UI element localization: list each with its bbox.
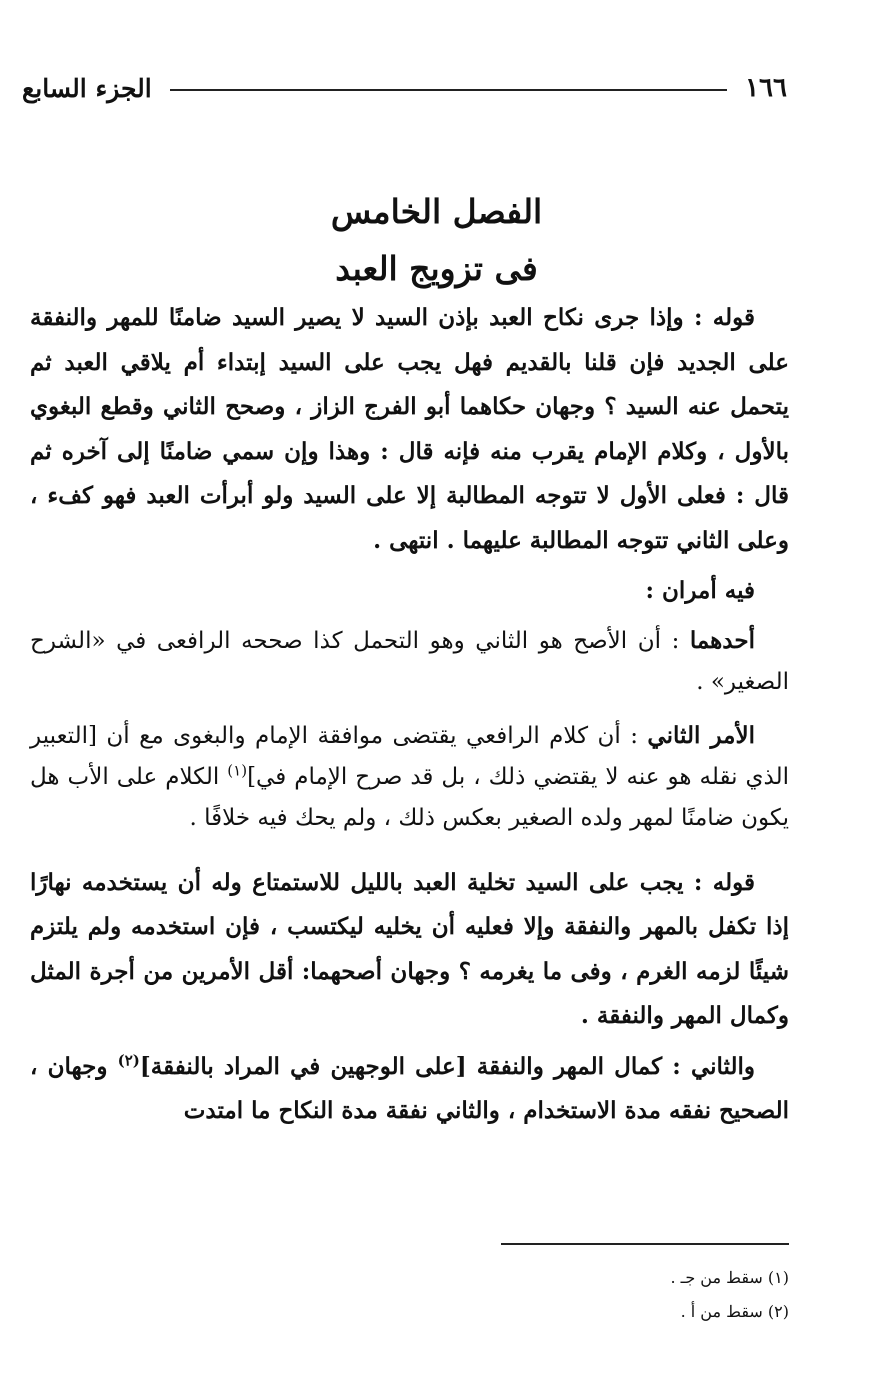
- paragraph-6-text-a: والثاني : كمال المهر والنفقة [على الوجهين في المراد بالنفقة]: [139, 1052, 755, 1080]
- footnotes: [300, 1261, 789, 1329]
- paragraph-4-lead: الأمر الثاني: [647, 721, 755, 749]
- paragraph-1: قوله : وإذا جرى نكاح العبد بإذن السيد لا يصير السيد ضامنًا للمهر والنفقة على الجديد فإن قلنا بالقديم فهل يجب على السيد إبتداء أم يلاقي العبد ثم يتحمل عنه السيد ؟ وجهان حكاهما أبو الفرج الزاز ، وصحح الثاني وقطع البغوي بالأول ، وكلام الإمام يقرب منه فإنه قال : وهذا وإن سمي ضامنًا إلى آخره ثم قال : فعلى الأول لا تتوجه المطالبة إلا على السيد ولو أبرأت العبد فهو كفء ، وعلى الثاني تتوجه المطالبة عليهما . انتهى .: [30, 304, 789, 554]
- footnote-1: (١) سقط من جـ .: [670, 1268, 789, 1287]
- paragraph-6-text-b: وجهان ، الصحيح نفقه مدة الاستخدام ، والثاني نفقة مدة النكاح ما امتدت: [30, 1052, 789, 1124]
- paragraph-2: فيه أمران :: [645, 577, 755, 604]
- footnote-ref-2[interactable]: (٢): [117, 1050, 140, 1069]
- header-rule: [170, 89, 727, 91]
- paragraph-3: [30, 620, 789, 703]
- running-title: الجزء السابع: [22, 73, 152, 103]
- body-text: [30, 296, 789, 1134]
- paragraph-4-text-b: الكلام على الأب هل يكون ضامنًا لمهر ولده الصغير بعكس ذلك ، ولم يحك فيه خلافًا .: [30, 763, 789, 831]
- page-number: ١٦٦: [745, 73, 787, 103]
- paragraph-6: [30, 1045, 789, 1134]
- footnote-rule: [501, 1243, 789, 1245]
- paragraph-3-lead: أحدهما: [689, 626, 755, 654]
- chapter-title: الفصل الخامس: [330, 192, 543, 231]
- paragraph-4-text-a: : أن كلام الرافعي يقتضى موافقة الإمام والبغوى مع أن [التعبير الذي نقله هو عنه لا يقتضي ذلك ، بل قد صرح الإمام في]: [30, 722, 789, 790]
- paragraph-5: قوله : يجب على السيد تخلية العبد بالليل للاستمتاع وله أن يستخدمه نهارًا إذا تكفل بالمهر والنفقة وإلا فعليه أن يخليه ليكتسب ، فإن استخدمه ولم يلتزم شيئًا لزمه الغرم ، وفى ما يغرمه ؟ وجهان أصحهما: أقل الأمرين من أجرة المثل وكمال المهر والنفقة .: [30, 868, 789, 1029]
- footnote-2: (٢) سقط من أ .: [680, 1302, 789, 1321]
- paragraph-4: [30, 715, 789, 839]
- running-header: [22, 70, 787, 106]
- chapter-subtitle: فى تزويج العبد: [335, 249, 538, 288]
- paragraph-3-text: : أن الأصح هو الثاني وهو التحمل كذا صححه الرافعى في «الشرح الصغير» .: [30, 627, 789, 695]
- footnote-ref-1[interactable]: (١): [227, 760, 248, 779]
